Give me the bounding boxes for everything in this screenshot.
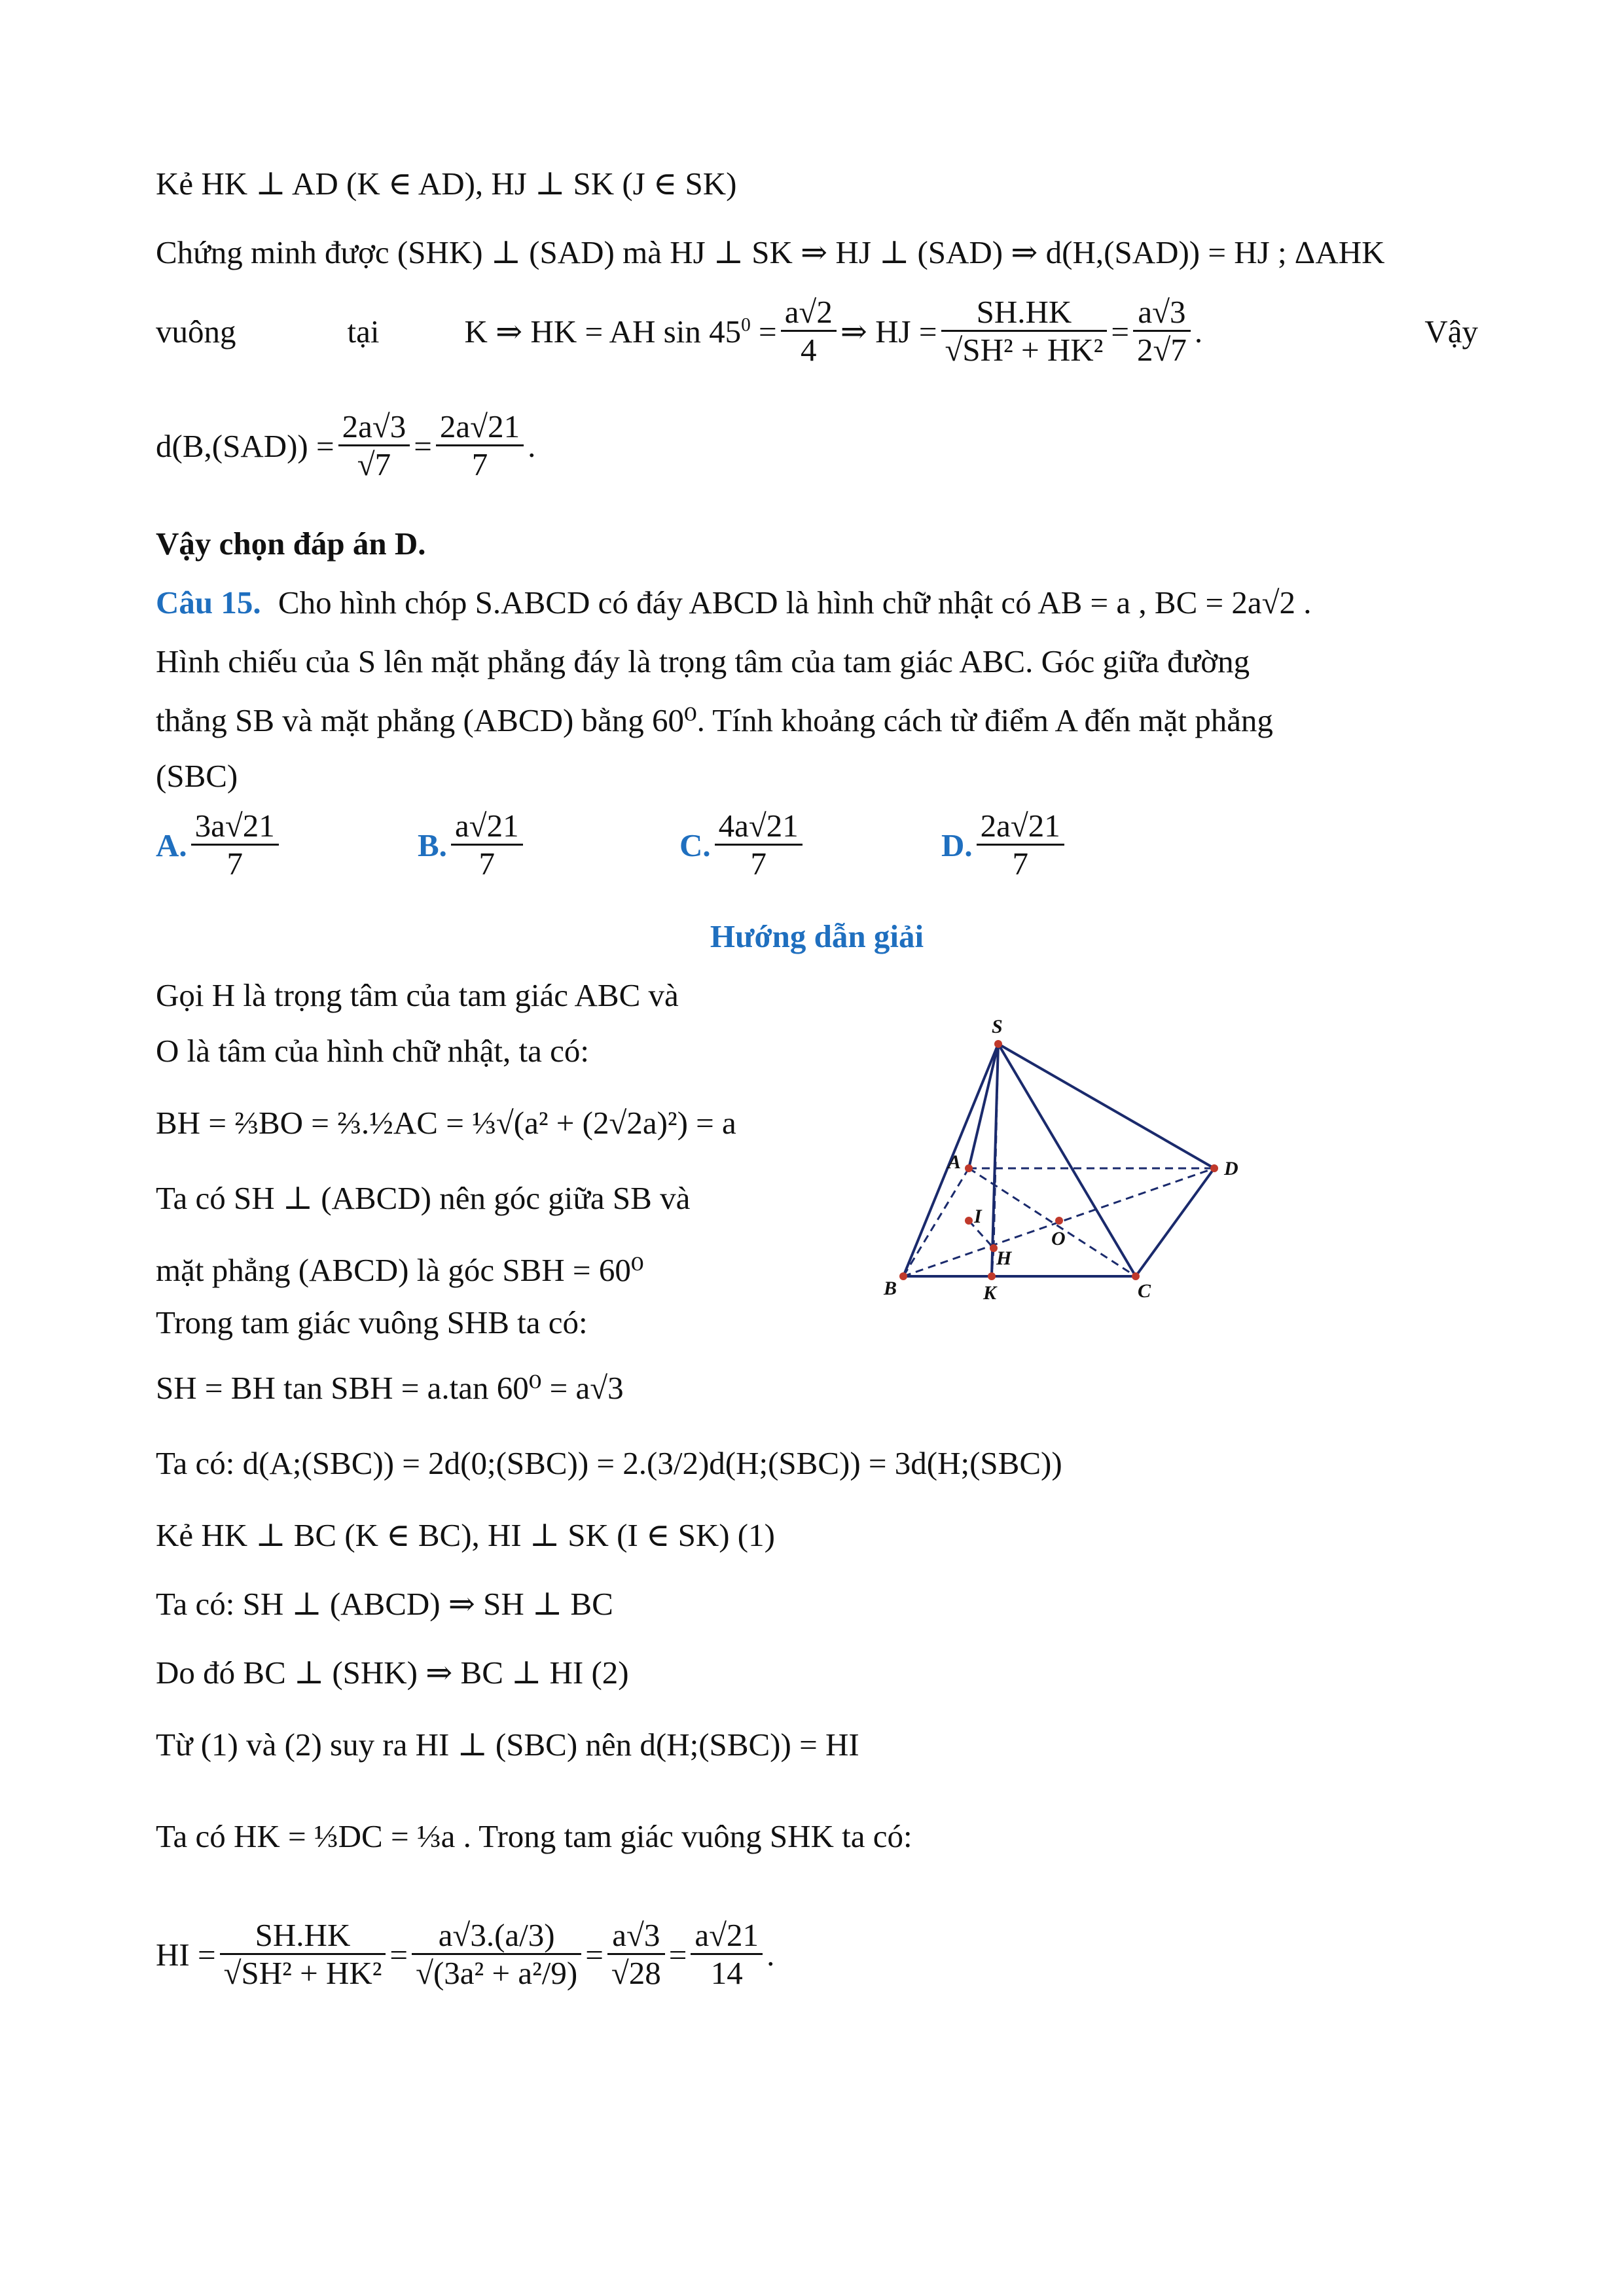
- option-d[interactable]: D. $\frac{2a√21}{7}$: [941, 808, 1068, 882]
- label-o: O: [1051, 1228, 1066, 1249]
- fraction: $\frac{SH.HK}{\text{√SH² + HK²}}$: [941, 295, 1108, 368]
- solution-line-13: Ta có HK = ⅓DC = ⅓a . Trong tam giác vuông SHK ta có:: [156, 1818, 912, 1854]
- solution-line-8: Ta có: d(A;(SBC)) = 2d(0;(SBC)) = 2.(3/2)d(H;(SBC)) = 3d(H;(SBC)): [156, 1445, 1062, 1481]
- solution-line-4: Ta có SH ⊥ (ABCD) nên góc giữa SB và: [156, 1180, 691, 1216]
- question-text: Cho hình chóp S.ABCD có đáy ABCD là hình chữ nhật có AB = a , BC = 2a√2 .: [278, 584, 1312, 620]
- line-4: d(B,(SAD)) = $\frac{2a√3}{√7}$ = $\frac{2a√21}{7}$ .: [156, 408, 536, 482]
- edge-sd: [998, 1044, 1214, 1168]
- expr-hk: K ⇒ HK = AH $\sin 45^0$ =: [464, 313, 777, 350]
- question-line-1: [156, 583, 1312, 622]
- solution-line-12: Từ (1) và (2) suy ra HI ⊥ (SBC) nên d(H;(SBC)) = HI: [156, 1727, 859, 1763]
- answer-line: Vậy chọn đáp án D.: [156, 526, 426, 562]
- option-b[interactable]: B. $\frac{a√21}{7}$: [418, 808, 527, 882]
- label-a: A: [948, 1151, 962, 1173]
- solution-line-5: mặt phẳng (ABCD) là góc SBH = 60⁰: [156, 1252, 644, 1288]
- word-vuong: vuông: [156, 313, 236, 350]
- fraction: $\frac{a√21}{7}$: [451, 808, 523, 882]
- fraction: $\frac{a√3}{2√7}$: [1133, 295, 1191, 368]
- edge-cd: [1136, 1168, 1214, 1276]
- fraction: $\frac{4a√21}{7}$: [715, 808, 803, 882]
- expr-d-b-sad: d(B,(SAD)) =: [156, 427, 334, 464]
- label-b: B: [884, 1278, 897, 1299]
- question-label: Câu 15.: [156, 584, 261, 620]
- solution-line-1: Gọi H là trọng tâm của tam giác ABC và: [156, 977, 679, 1013]
- edge-sc: [998, 1044, 1136, 1276]
- fraction: $\frac{3a√21}{7}$: [191, 808, 279, 882]
- line-1: Kẻ HK ⊥ AD (K ∈ AD), HJ ⊥ SK (J ∈ SK): [156, 166, 737, 202]
- question-line-2: Hình chiếu của S lên mặt phẳng đáy là trọng tâm của tam giác ABC. Góc giữa đường: [156, 643, 1250, 679]
- solution-line-9: Kẻ HK ⊥ BC (K ∈ BC), HI ⊥ SK (I ∈ SK) (1): [156, 1517, 775, 1553]
- label-s: S: [992, 1016, 1003, 1037]
- solution-line-7: SH = BH tan SBH = a.tan 60⁰ = a√3: [156, 1370, 624, 1406]
- fraction: $\frac{2a√21}{7}$: [436, 409, 524, 483]
- solution-line-10: Ta có: SH ⊥ (ABCD) ⇒ SH ⊥ BC: [156, 1586, 613, 1622]
- fraction: $\frac{a√3}{√28}$: [607, 1918, 665, 1992]
- fraction: $\frac{2a√3}{√7}$: [338, 409, 410, 483]
- fraction: $\frac{a√3.(a/3)}{\text{√(3a² + a²/9)}}$: [412, 1918, 581, 1992]
- label-c: C: [1138, 1280, 1151, 1302]
- fraction: $\frac{2a√21}{7}$: [977, 808, 1064, 882]
- word-vay: Vậy: [1424, 313, 1478, 350]
- word-tai: tại: [347, 313, 380, 350]
- edge-sk: [992, 1044, 998, 1276]
- question-line-4: (SBC): [156, 758, 238, 794]
- edge-ab: [903, 1168, 969, 1276]
- expr-hj: ⇒ HJ =: [840, 313, 937, 350]
- label-h: H: [996, 1247, 1012, 1269]
- solution-line-6: Trong tam giác vuông SHB ta có:: [156, 1304, 588, 1340]
- fraction: $\frac{a√21}{14}$: [691, 1918, 763, 1992]
- question-line-3: thẳng SB và mặt phẳng (ABCD) bằng 60⁰. Tính khoảng cách từ điểm A đến mặt phẳng: [156, 702, 1273, 738]
- pyramid-figure: [864, 1008, 1283, 1316]
- solution-heading: Hướng dẫn giải: [710, 918, 924, 954]
- solution-line-14: HI = $\frac{SH.HK}{\text{√SH² + HK²}}$ = $\frac{a√3.(a/3)}{\text{√(3a² + a²/9)}}$ = $\frac{a√3}{√28}$ = $\frac{a√21}{14}$ .: [156, 1917, 775, 1991]
- option-c[interactable]: C. $\frac{4a√21}{7}$: [679, 808, 806, 882]
- fraction: $\frac{SH.HK}{\text{√SH² + HK²}}$: [220, 1918, 386, 1992]
- line-2: Chứng minh được (SHK) ⊥ (SAD) mà HJ ⊥ SK ⇒ HJ ⊥ (SAD) ⇒ d(H,(SAD)) = HJ ; ΔAHK: [156, 234, 1385, 270]
- line-3: vuông tại K ⇒ HK = AH $\sin 45^0$ = $\frac{a√2}{4}$ ⇒ HJ = $\frac{SH.HK}{\text{√SH² + HK²}}$ = $\frac{a√3}{2√7}$ . Vậy: [156, 294, 1478, 368]
- label-k: K: [983, 1282, 997, 1304]
- solution-line-2: O là tâm của hình chữ nhật, ta có:: [156, 1033, 589, 1069]
- solution-line-11: Do đó BC ⊥ (SHK) ⇒ BC ⊥ HI (2): [156, 1655, 629, 1691]
- option-a[interactable]: A. $\frac{3a√21}{7}$: [156, 808, 283, 882]
- label-d: D: [1224, 1158, 1238, 1179]
- fraction: $\frac{a√2}{4}$: [781, 295, 837, 368]
- label-i: I: [974, 1206, 982, 1227]
- solution-line-3: BH = ⅔BO = ⅔.½AC = ⅓√(a² + (2√2a)²) = a: [156, 1105, 736, 1141]
